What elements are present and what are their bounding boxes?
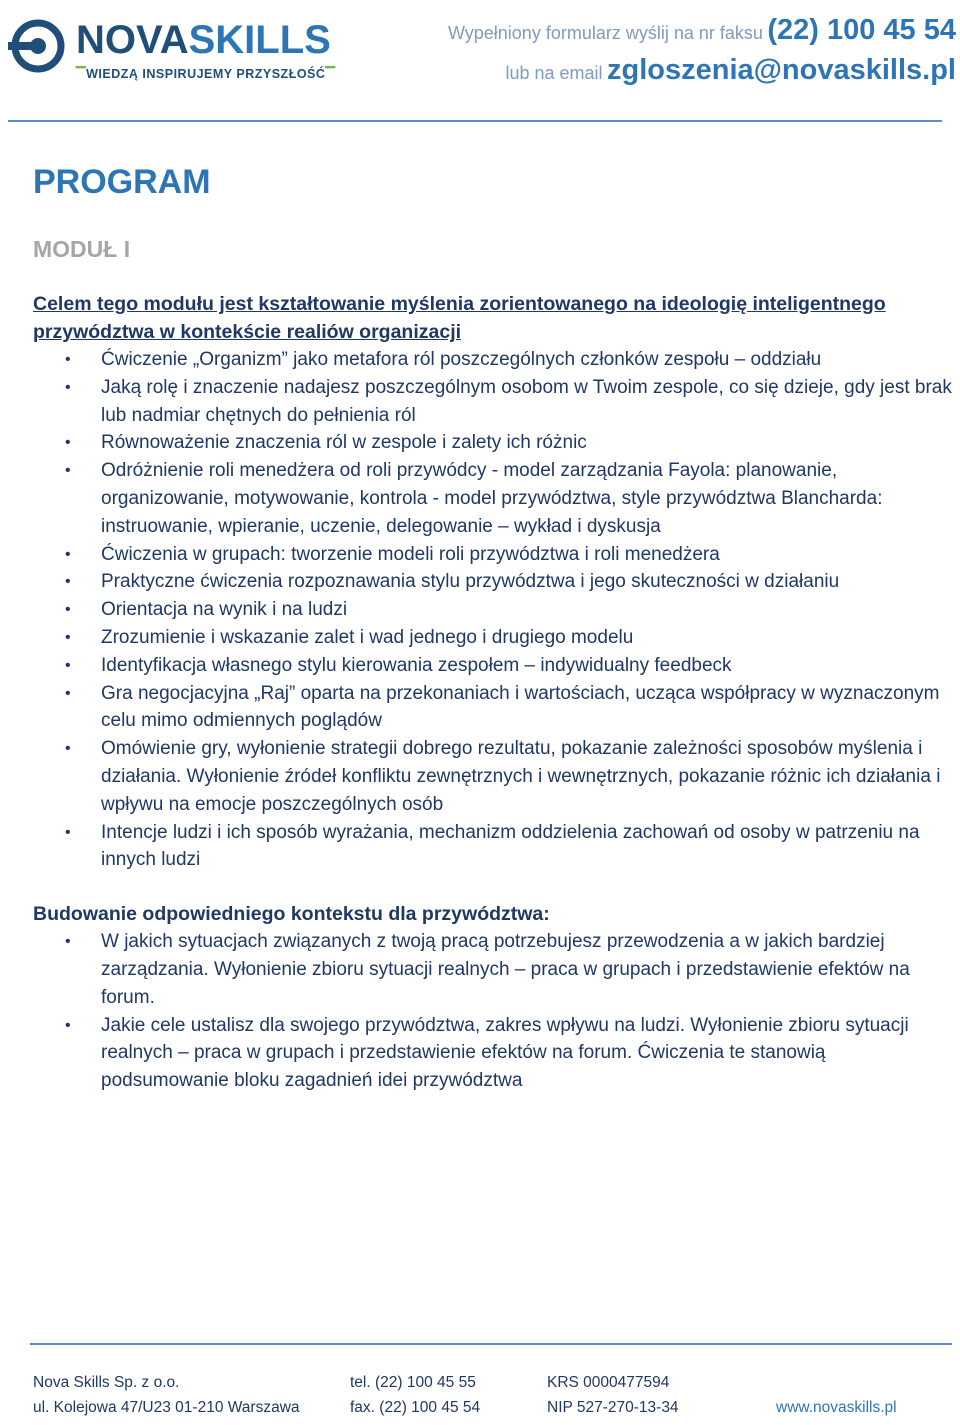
list-item: • Praktyczne ćwiczenia rozpoznawania stylu przywództwa i jego skuteczności w działaniu [33,568,958,596]
novaskills-logo [8,14,353,86]
footer-fax: fax. (22) 100 45 54 [350,1399,481,1416]
list-item: • Odróżnienie roli menedżera od roli przywódcy - model zarządzania Fayola: planowanie, organizowanie, motywowanie, kontrola - model przywództwa, style przywództwa Blancharda: instruowanie, wpieranie, uczenie, delegowanie – wykład i dyskusja [33,457,958,540]
list-item: • W jakich sytuacjach związanych z twoją pracą potrzebujesz przewodzenia a w jakich bardziej zarządzania. Wyłonienie zbioru sytuacji realnych – praca w grupach i przedstawienie efektów na forum. [33,928,958,1011]
list-item: • Gra negocjacyjna „Raj” oparta na przekonaniach i wartościach, ucząca współpracy w wyznaczonym celu mimo odmiennych poglądów [33,680,958,736]
section-heading-context: Budowanie odpowiedniego kontekstu dla przywództwa: [33,903,550,926]
email-prefix: lub na email [505,63,603,83]
module-objective: Celem tego modułu jest kształtowanie myślenia zorientowanego na ideologię inteligentnego przywództwa w kontekście realiów organizacji [33,293,886,343]
list-item: • Ćwiczenie „Organizm” jako metafora ról poszczególnych członków zespołu – oddziału [33,346,958,374]
list-item: • Identyfikacja własnego stylu kierowania zespołem – indywidualny feedbeck [33,652,958,680]
context-topics-list [33,928,958,1095]
list-item: • Ćwiczenia w grupach: tworzenie modeli roli przywództwa i roli menedżera [33,541,958,569]
contact-info [448,14,956,87]
page-title: PROGRAM [33,163,211,201]
fax-number: (22) 100 45 54 [767,14,956,46]
list-item: • Orientacja na wynik i na ludzi [33,596,958,624]
list-item: • Intencje ludzi i ich sposób wyrażania, mechanizm oddzielenia zachowań od osoby w patrzeniu na innych ludzi [33,819,958,875]
email-line [448,54,956,87]
email-link[interactable]: zgloszenia@novaskills.pl [607,54,956,86]
footer-divider [30,1343,952,1345]
header-divider [8,120,942,122]
logo-wordmark: NOVASKILLS [76,18,331,62]
list-item: • Jakie cele ustalisz dla swojego przywództwa, zakres wpływu na ludzi. Wyłonienie zbioru sytuacji realnych – praca w grupach i przedstawienie efektów na forum. Ćwiczenia te stanowią podsumowanie bloku zagadnień idei przywództwa [33,1012,958,1095]
footer-row-2 [33,1399,953,1424]
program-content [33,160,958,1095]
logo-tagline: ▔WIEDZĄ INSPIRUJEMY PRZYSZŁOŚĆ▔ [76,67,336,81]
page-footer [33,1374,953,1424]
list-item: • Zrozumienie i wskazanie zalet i wad jednego i drugiego modelu [33,624,958,652]
module-heading: MODUŁ I [33,236,131,262]
page-header [0,0,960,120]
footer-krs: KRS 0000477594 [547,1374,670,1391]
logo-ring-icon [8,16,68,76]
footer-nip: NIP 527-270-13-34 [547,1399,679,1416]
footer-website-link[interactable]: www.novaskills.pl [776,1399,897,1416]
fax-prefix: Wypełniony formularz wyślij na nr faksu [447,23,763,43]
footer-row-1 [33,1374,953,1399]
footer-company: Nova Skills Sp. z o.o. [33,1374,180,1391]
module-topics-list [33,346,958,874]
footer-tel: tel. (22) 100 45 55 [350,1374,476,1391]
footer-address: ul. Kolejowa 47/U23 01-210 Warszawa [33,1399,300,1416]
list-item: • Jaką rolę i znaczenie nadajesz poszczególnym osobom w Twoim zespole, co się dzieje, gdy jest brak lub nadmiar chętnych do pełnienia ról [33,374,958,430]
list-item: • Omówienie gry, wyłonienie strategii dobrego rezultatu, pokazanie zależności sposobów myślenia i działania. Wyłonienie źródeł konfliktu zewnętrznych i wewnętrznych, pokazanie różnic ich działania i wpływu na emocje poszczególnych osób [33,735,958,818]
fax-line [448,14,956,54]
list-item: • Równoważenie znaczenia ról w zespole i zalety ich różnic [33,429,958,457]
